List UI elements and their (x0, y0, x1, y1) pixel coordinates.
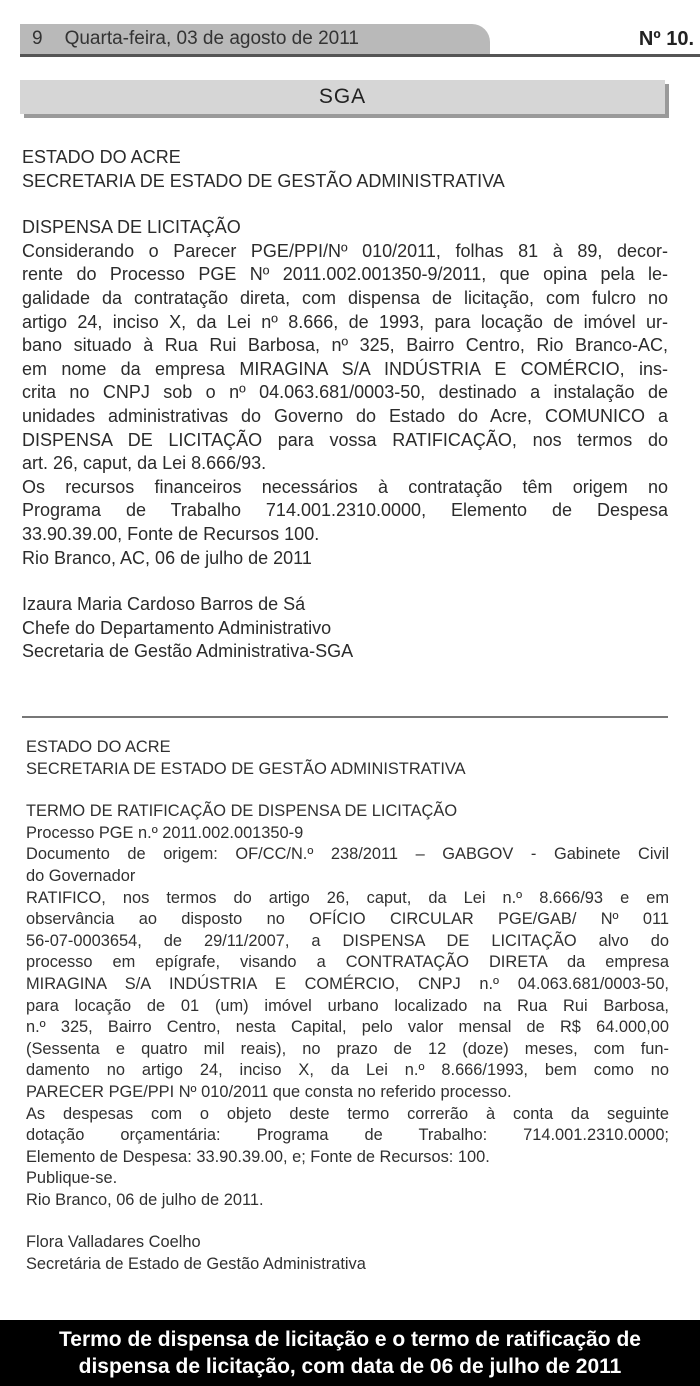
process-number: Processo PGE n.º 2011.002.001350-9 (26, 823, 304, 842)
body-line: DISPENSA DE LICITAÇÃO para vossa RATIFICAÇÃO, nos termos do (22, 429, 668, 450)
org-line: ESTADO DO ACRE (26, 738, 171, 756)
dispensa-document (22, 146, 668, 664)
page-number: 9 (32, 28, 43, 49)
issue-date: Quarta-feira, 03 de agosto de 2011 (64, 28, 359, 49)
body-line: rente do Processo PGE Nº 2011.002.001350-9/2011, que opina pela le- (22, 264, 668, 285)
body-line: crita no CNPJ sob o nº 04.063.681/0003-50, destinado a instalação de (22, 382, 668, 403)
document-title: DISPENSA DE LICITAÇÃO (22, 217, 241, 238)
section-title: SGA (20, 80, 665, 114)
body-line: 56-07-0003654, de 29/11/2007, a DISPENSA DE LICITAÇÃO alvo do (26, 931, 669, 950)
place-date: Rio Branco, AC, 06 de julho de 2011 (22, 547, 312, 568)
body-line: n.º 325, Bairro Centro, nesta Capital, pelo valor mensal de R$ 64.000,00 (26, 1018, 669, 1037)
body-line: damento no artigo 24, inciso X, da Lei n.º 8.666/1993, bem como no (26, 1061, 669, 1080)
origin-line: Documento de origem: OF/CC/N.º 238/2011 – GABGOV - Gabinete Civil (26, 845, 669, 864)
header-tab (20, 24, 490, 54)
resources-line: 33.90.39.00, Fonte de Recursos 100. (22, 523, 320, 544)
publish-line: Publique-se. (26, 1169, 118, 1188)
resources-line: Programa de Trabalho 714.001.2310.0000, Elemento de Despesa (22, 500, 668, 521)
body-line: bano situado à Rua Rui Barbosa, nº 325, Bairro Centro, Rio Branco-AC, (22, 335, 668, 356)
ratificacao-document (26, 737, 669, 1276)
body-line: PARECER PGE/PPI Nº 010/2011 que consta no referido processo. (26, 1082, 512, 1101)
resources-line: Os recursos financeiros necessários à contratação têm origem no (22, 476, 668, 497)
body-line: Considerando o Parecer PGE/PPI/Nº 010/2011, folhas 81 à 89, decor- (22, 240, 668, 261)
body-line: em nome da empresa MIRAGINA S/A INDÚSTRIA E COMÉRCIO, ins- (22, 358, 668, 379)
issue-number: Nº 10. (638, 28, 694, 50)
body-line: (Sessenta e quatro mil reais), no prazo de 12 (doze) meses, com fun- (26, 1039, 669, 1058)
body-line: MIRAGINA S/A INDÚSTRIA E COMÉRCIO, CNPJ n.º 04.063.681/0003-50, (26, 974, 669, 993)
signature-name: Izaura Maria Cardoso Barros de Sá (22, 594, 306, 615)
signature-role: Chefe do Departamento Administrativo (22, 617, 332, 638)
expenses-line: As despesas com o objeto deste termo correrão à conta da seguinte (26, 1104, 669, 1123)
signature-role: Secretária de Estado de Gestão Administrativa (26, 1255, 366, 1274)
caption-line: Termo de dispensa de licitação e o termo de ratificação de (59, 1328, 641, 1351)
body-line: galidade da contratação direta, com dispensa de licitação, com fulcro no (22, 287, 668, 308)
page-header (0, 18, 700, 58)
org-line: ESTADO DO ACRE (22, 147, 181, 167)
org-line: SECRETARIA DE ESTADO DE GESTÃO ADMINISTRATIVA (26, 759, 466, 778)
signature-name: Flora Valladares Coelho (26, 1233, 201, 1252)
place-date: Rio Branco, 06 de julho de 2011. (26, 1190, 264, 1209)
expenses-line: Elemento de Despesa: 33.90.39.00, e; Fonte de Recursos: 100. (26, 1147, 490, 1166)
body-line: artigo 24, inciso X, da Lei nº 8.666, de 1993, para locação de imóvel ur- (22, 311, 668, 332)
body-line: RATIFICO, nos termos do artigo 26, caput, da Lei n.º 8.666/93 e em (26, 888, 669, 907)
body-line: processo em epígrafe, visando a CONTRATAÇÃO DIRETA da empresa (26, 953, 669, 972)
document-divider (22, 716, 668, 718)
signature-org: Secretaria de Gestão Administrativa-SGA (22, 641, 354, 662)
body-line: art. 26, caput, da Lei 8.666/93. (22, 453, 267, 474)
origin-line: do Governador (26, 866, 136, 885)
header-rule (20, 54, 700, 57)
body-line: unidades administrativas do Governo do Estado do Acre, COMUNICO a (22, 405, 668, 426)
document-title: TERMO DE RATIFICAÇÃO DE DISPENSA DE LICITAÇÃO (26, 802, 458, 821)
org-line: SECRETARIA DE ESTADO DE GESTÃO ADMINISTRATIVA (22, 170, 505, 191)
expenses-line: dotação orçamentária: Programa de Trabalho: 714.001.2310.0000; (26, 1126, 669, 1145)
caption-line: dispensa de licitação, com data de 06 de julho de 2011 (78, 1355, 622, 1378)
image-caption (0, 1320, 700, 1386)
body-line: para locação de 01 (um) imóvel urbano localizado na Rua Rui Barbosa, (26, 996, 669, 1015)
body-line: observância ao disposto no OFÍCIO CIRCULAR PGE/GAB/ Nº 011 (26, 910, 669, 929)
